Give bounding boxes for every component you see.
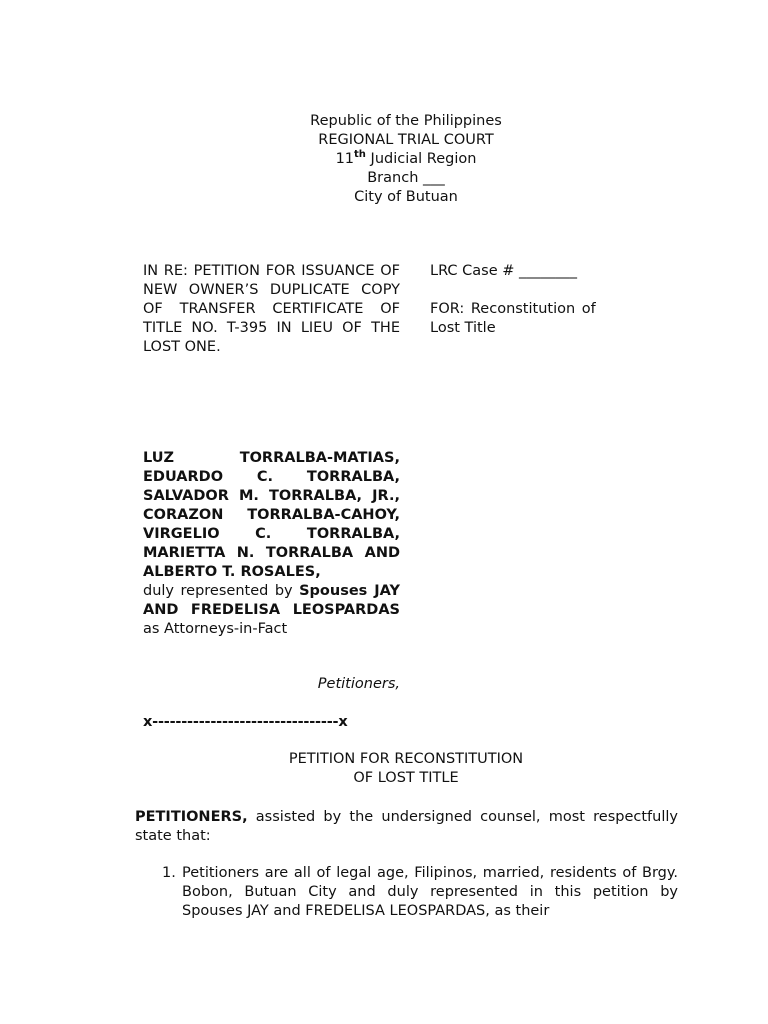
header-republic: Republic of the Philippines <box>310 113 502 129</box>
spacer <box>430 281 632 300</box>
header-region-suffix: th <box>354 149 366 161</box>
representation-tail: as Attorneys-in-Fact <box>143 621 288 637</box>
representation-clause <box>143 582 400 639</box>
intro-text: assisted by the undersigned counsel, most respectfully state that: <box>135 809 678 844</box>
attorneys-in-fact-names: Spouses JAY AND FREDELISA LEOSPARDAS <box>143 583 400 618</box>
petitioners-label: Petitioners, <box>317 676 400 692</box>
header-region-text: Judicial Region <box>365 151 477 167</box>
header-court: REGIONAL TRIAL COURT <box>318 132 494 148</box>
case-number: LRC Case # ________ <box>430 263 578 279</box>
case-caption-right <box>430 262 632 338</box>
petitioner-parties <box>143 449 400 639</box>
list-item-text: Petitioners are all of legal age, Filipinos, married, residents of Brgy. Bobon, Butuan City and duly represented in this petition by Spouses JAY and FREDELISA LEOSPARDAS, as their <box>182 865 678 919</box>
list-item <box>162 864 678 921</box>
caption-separator: x--------------------------------x <box>143 714 348 730</box>
header-region <box>0 150 768 169</box>
header-city: City of Butuan <box>354 189 458 205</box>
petition-title-line1: PETITION FOR RECONSTITUTION <box>288 751 524 767</box>
case-nature-line2: Lost Title <box>430 320 496 336</box>
court-header <box>0 112 768 207</box>
petition-title-line2: OF LOST TITLE <box>353 770 459 786</box>
petition-title <box>0 750 768 788</box>
header-region-number: 11 <box>335 151 355 167</box>
representation-text: duly represented by <box>143 583 300 599</box>
intro-petitioners: PETITIONERS, <box>135 809 248 825</box>
header-branch: Branch ___ <box>367 170 445 186</box>
intro-paragraph <box>135 808 678 846</box>
case-nature-line1: FOR: Reconstitution of <box>430 301 596 317</box>
petitioner-names: LUZ TORRALBA-MATIAS, EDUARDO C. TORRALBA, SALVADOR M. TORRALBA, JR., CORAZON TORRALBA-CAHOY, VIRGELIO C. TORRALBA, MARIETTA N. TORRALBA AND ALBERTO T. ROSALES, <box>143 450 400 580</box>
list-item-number: 1. <box>162 865 176 881</box>
case-caption-in-re: IN RE: PETITION FOR ISSUANCE OF NEW OWNER’S DUPLICATE COPY OF TRANSFER CERTIFICATE OF TITLE NO. T-395 IN LIEU OF THE LOST ONE. <box>143 263 400 355</box>
